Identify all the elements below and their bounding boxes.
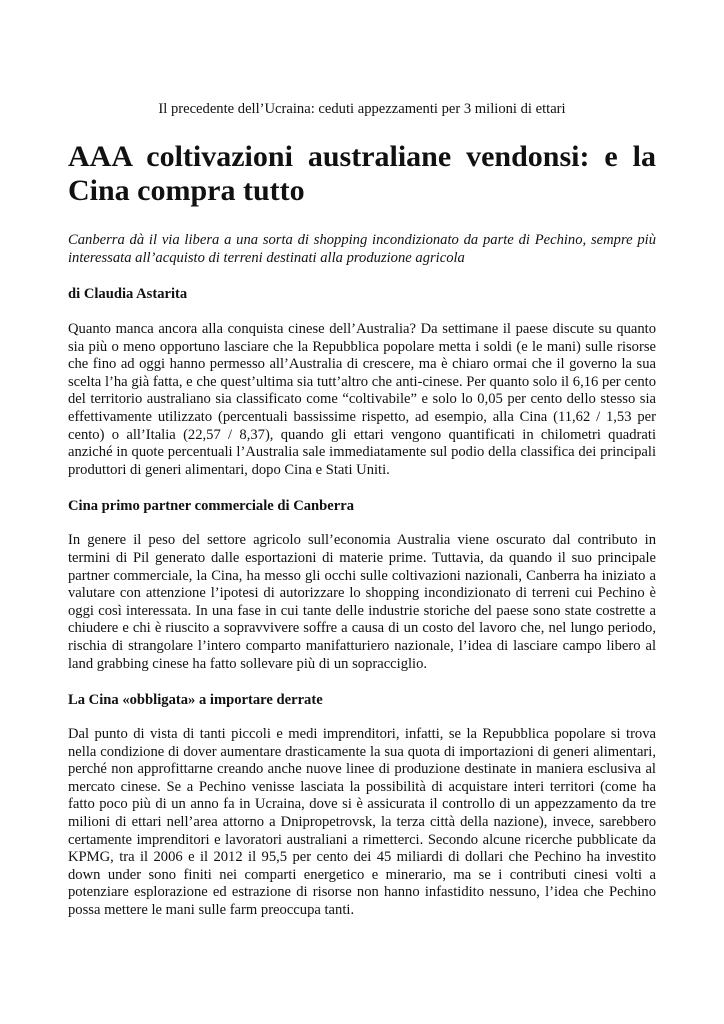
paragraph-1: Quanto manca ancora alla conquista cinese dell’Australia? Da settimane il paese discute su quanto sia più o meno opportuno lasciare che la Repubblica popolare metta i soldi (e le mani) sulle risorse che fino ad oggi hanno permesso all’Australia di crescere, ma è chiaro ormai che il governo la sua scelta l’ha già fatta, e che quest’ultima sia tutt’altro che anti-cinese. Per quanto solo il 6,16 per cento del territorio australiano sia classificato come “coltivabile” e solo lo 0,05 per cento dello stesso sia effettivamente utilizzato (percentuali bassissime rispetto, ad esempio, alla Cina (11,62 / 1,53 per cento) o all’Italia (22,57 / 8,37), quando gli ettari vengono quantificati in chilometri quadrati anziché in quote percentuali l’Australia sale immediatamente sul podio della classifica dei principali produttori di generi alimentari, dopo Cina e Stati Uniti.	[68, 321, 656, 478]
article-byline: di Claudia Astarita	[68, 286, 188, 302]
article-kicker: Il precedente dell’Ucraina: ceduti appezzamenti per 3 milioni di ettari	[158, 101, 566, 117]
paragraph-3: Dal punto di vista di tanti piccoli e medi imprenditori, infatti, se la Repubblica popolare si trova nella condizione di dover aumentare drasticamente la sua quota di importazioni di generi alimentari, perché non approfittarne creando anche nuove linee di produzione destinate in maniera esclusiva al mercato cinese. Se a Pechino venisse lasciata la possibilità di acquistare interi territori (come ha fatto poco più di un anno fa in Ucraina, dove si è assicurata il controllo di un appezzamento da tre milioni di ettari nell’area attorno a Dnipropetrovsk, la terza città della nazione), invece, sarebbero certamente imprenditori e lavoratori australiani a rimetterci. Secondo alcune ricerche pubblicate da KPMG, tra il 2006 e il 2012 il 95,5 per cento dei 45 miliardi di dollari che Pechino ha investito down under sono finiti nei comparti energetico e minerario, ma se i contributi cinesi volti a potenziare esplorazione ed estrazione di risorse non hanno infastidito nessuno, l’idea che Pechino possa mettere le mani sulle farm preoccupa tanti.	[68, 726, 656, 919]
article-subtitle: Canberra dà il via libera a una sorta di shopping incondizionato da parte di Pechino, sempre più interessata all’acquisto di terreni destinati alla produzione agricola	[68, 232, 656, 266]
section-heading-1: Cina primo partner commerciale di Canberra	[68, 498, 355, 515]
article-title: AAA coltivazioni australiane vendonsi: e la Cina compra tutto	[68, 140, 656, 207]
section-heading-2: La Cina «obbligata» a importare derrate	[68, 692, 323, 709]
paragraph-2: In genere il peso del settore agricolo sull’economia Australia viene oscurato dal contributo in termini di Pil generato dalle esportazioni di materie prime. Tuttavia, da quando il suo principale partner commerciale, la Cina, ha messo gli occhi sulle coltivazioni nazionali, Canberra ha iniziato a valutare con attenzione l’ipotesi di autorizzare lo shopping incondizionato di terreni cui Pechino è oggi così interessata. In una fase in cui tante delle industrie storiche del paese sono state costrette a chiudere e chi è riuscito a sopravvivere soffre a causa di un costo del lavoro che, nel lungo periodo, rischia di strangolare l’intero comparto manifatturiero nazionale, l’idea di lasciare campo libero al land grabbing cinese ha fatto sollevare più di un sopracciglio.	[68, 532, 656, 672]
